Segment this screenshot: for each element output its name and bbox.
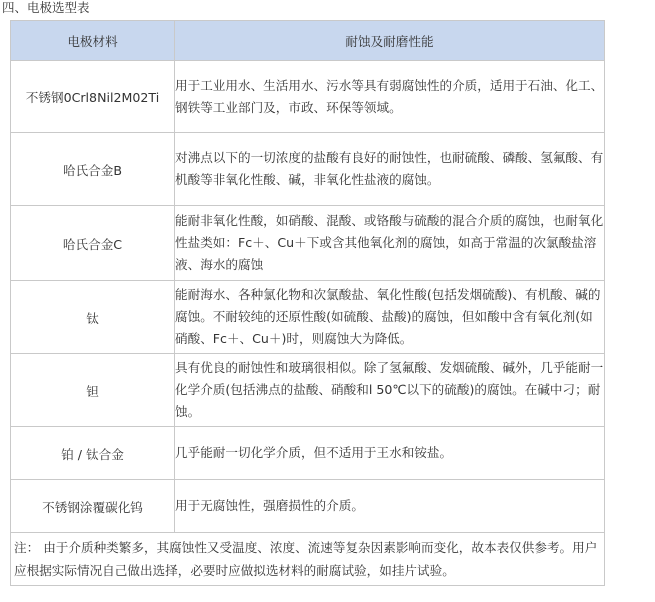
header-corrosion-wear-resistance: 耐蚀及耐磨性能 [175,21,605,61]
table-row [11,427,605,480]
material-cell: 不锈钢涂覆碳化钨 [11,480,175,533]
note-row [11,533,605,586]
material-cell: 钛 [11,281,175,354]
table-row [11,354,605,427]
description-cell: 能耐海水、各种氯化物和次氯酸盐、氧化性酸(包括发烟硫酸)、有机酸、碱的腐蚀。不耐较纯的还原性酸(如硫酸、盐酸)的腐蚀，但如酸中含有氧化剂(如硝酸、Fc＋、Cu＋)时，则腐蚀大为降低。 [175,281,605,354]
material-cell: 哈氏合金C [11,206,175,281]
description-cell: 具有优良的耐蚀性和玻璃很相似。除了氢氟酸、发烟硫酸、碱外，几乎能耐一化学介质(包括沸点的盐酸、硝酸和l 50℃以下的硫酸)的腐蚀。在碱中刁；耐蚀。 [175,354,605,427]
description-cell: 能耐非氧化性酸，如硝酸、混酸、或铬酸与硫酸的混合介质的腐蚀，也耐氧化性盐类如：Fc＋、Cu＋下或含其他氧化剂的腐蚀，如高于常温的次氯酸盐溶液、海水的腐蚀 [175,206,605,281]
description-cell: 几乎能耐一切化学介质，但不适用于王水和铵盐。 [175,427,605,480]
material-cell: 哈氏合金B [11,133,175,206]
description-cell: 用于工业用水、生活用水、污水等具有弱腐蚀性的介质，适用于石油、化工、钢铁等工业部门及，市政、环保等领域。 [175,61,605,133]
section-title: 四、电极选型表 [2,0,90,15]
header-electrode-material: 电极材料 [11,21,175,61]
electrode-selection-table [10,20,605,586]
table-row [11,480,605,533]
material-cell: 不锈钢0Crl8Nil2M02Ti [11,61,175,133]
table-row [11,61,605,133]
description-cell: 用于无腐蚀性，强磨损性的介质。 [175,480,605,533]
material-cell: 铂 / 钛合金 [11,427,175,480]
table-row [11,281,605,354]
table-header-row [11,21,605,61]
table-note: 注： 由于介质种类繁多，其腐蚀性又受温度、浓度、流速等复杂因素影响而变化，故本表仅供参考。用户应根据实际情况自己做出选择，必要时应做拟选材料的耐腐试验，如挂片试验。 [11,533,605,586]
table-row [11,206,605,281]
material-cell: 钽 [11,354,175,427]
description-cell: 对沸点以下的一切浓度的盐酸有良好的耐蚀性，也耐硫酸、磷酸、氢氟酸、有机酸等非氧化性酸、碱，非氧化性盐液的腐蚀。 [175,133,605,206]
table-row [11,133,605,206]
